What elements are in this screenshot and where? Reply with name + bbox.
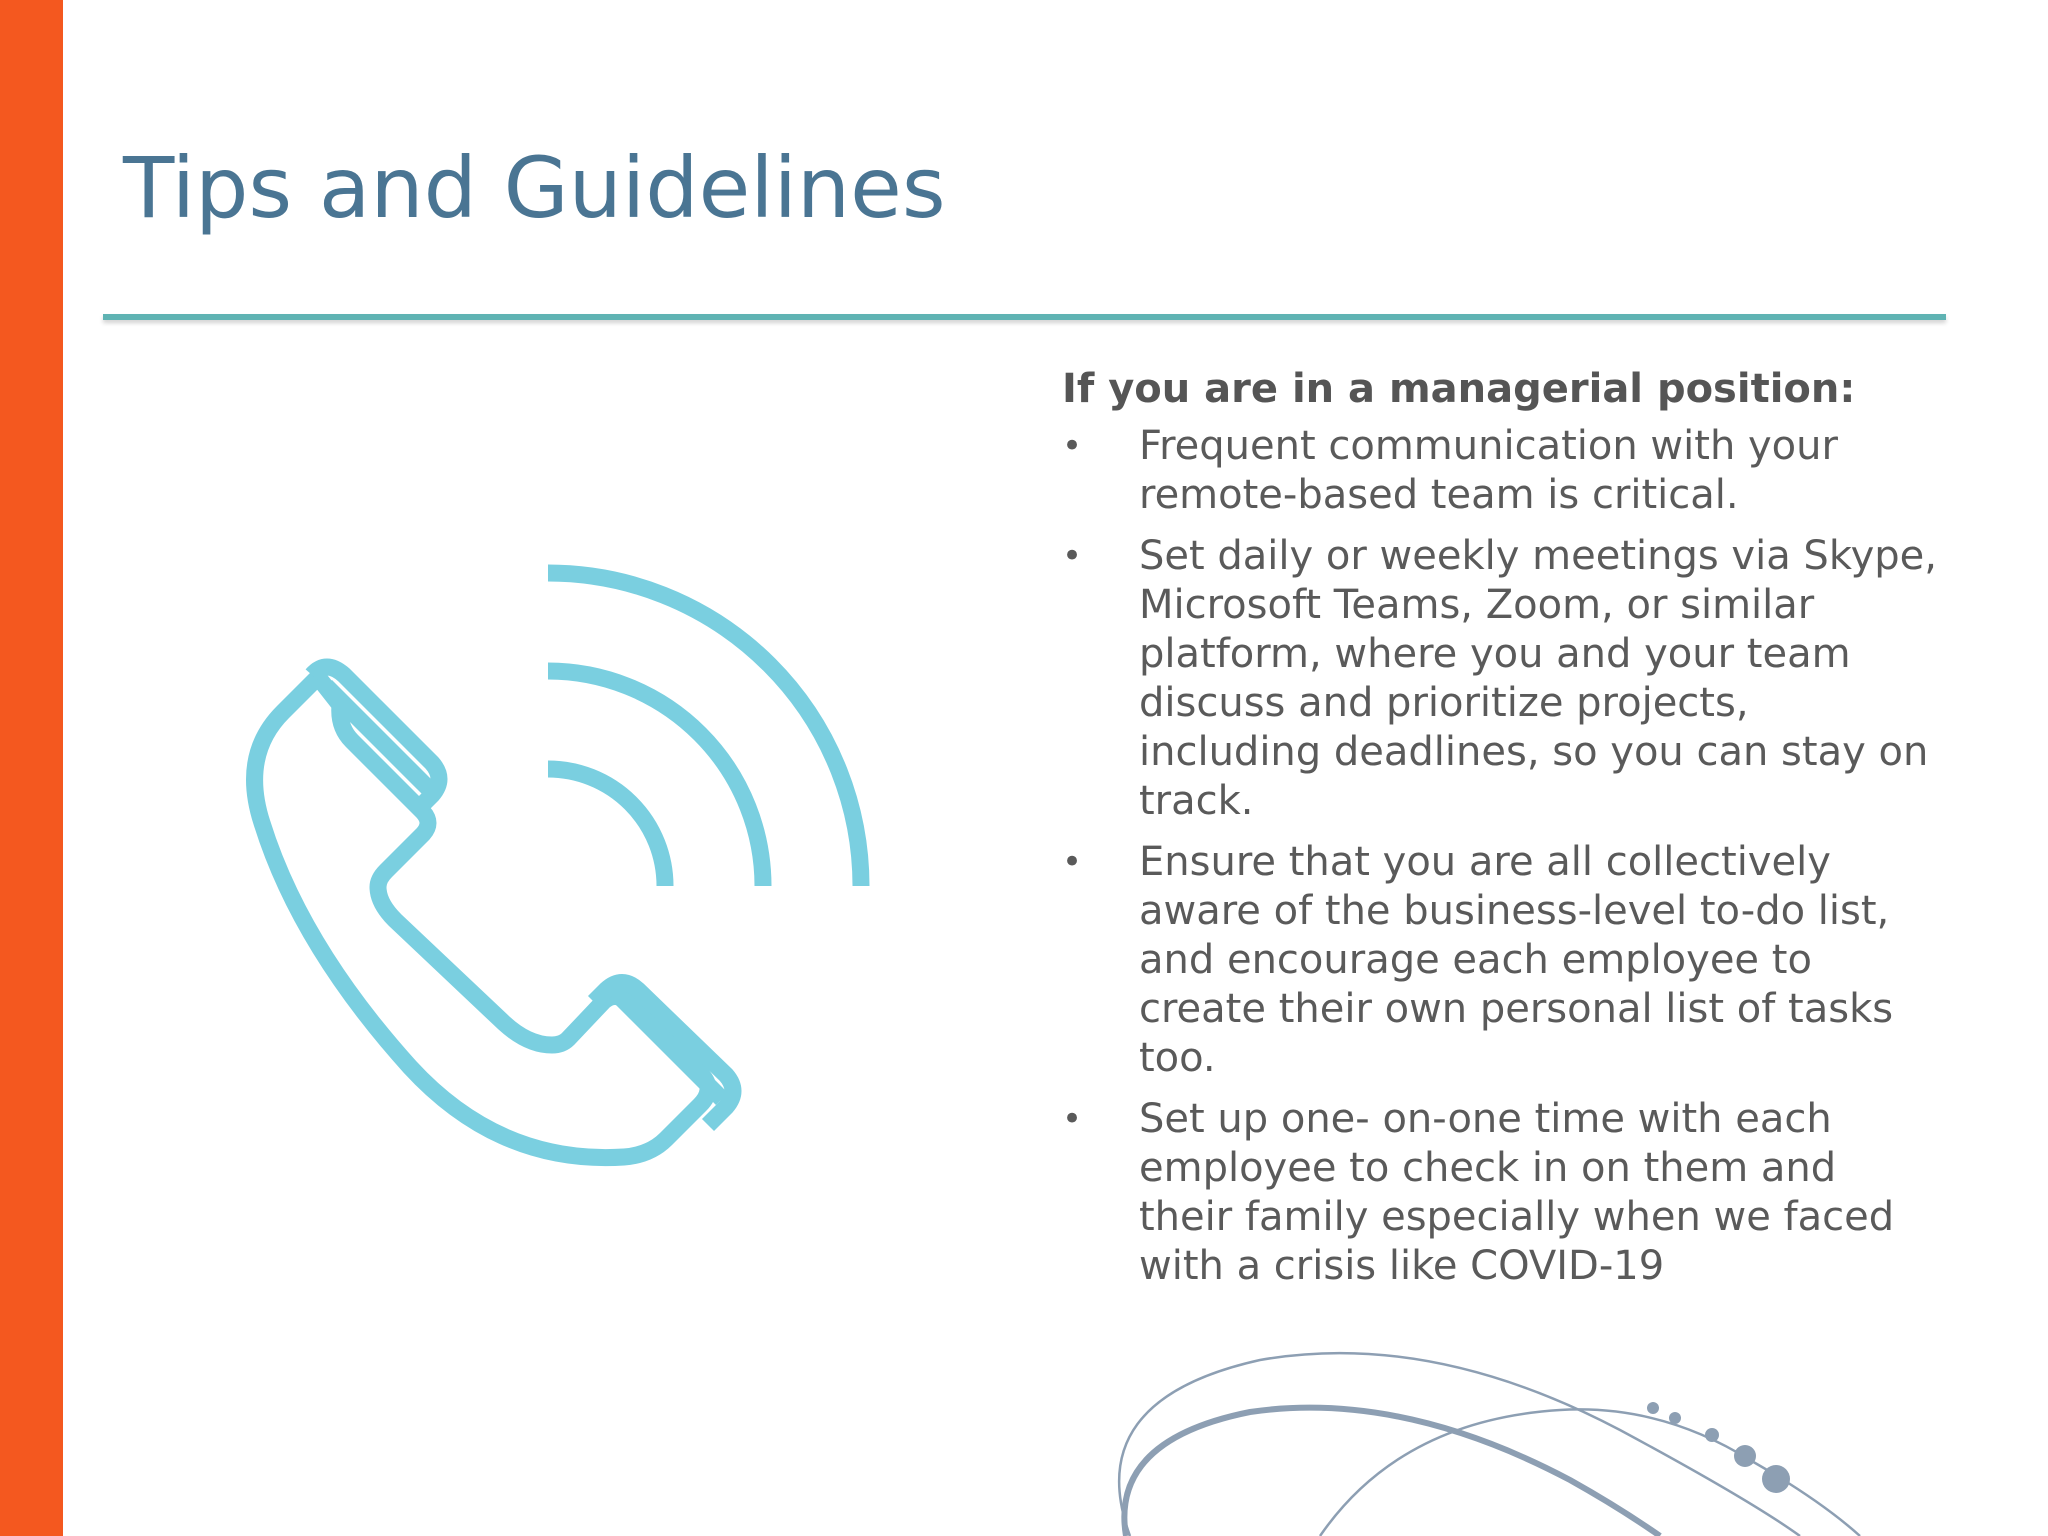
bullet-marker: • [1062,426,1083,466]
bullet-text: Frequent communication with your remote-based team is critical. [1139,423,1838,518]
list-item [1062,532,1942,826]
title-divider [103,314,1946,320]
bullet-text: Set daily or weekly meetings via Skype, Microsoft Teams, Zoom, or similar platform, where you and your team discuss and prioritize projects, including deadlines, so you can stay on track. [1139,533,1937,824]
phone-ringing-icon [240,555,880,1195]
tips-list [1062,422,1942,1291]
list-item [1062,838,1942,1083]
orbit-dots [1647,1402,1790,1493]
list-item [1062,1095,1942,1291]
slide-title: Tips and Guidelines [123,139,946,237]
managerial-tips [1062,364,1942,1303]
bullet-text: Set up one- on-one time with each employee to check in on them and their family especially when we faced with a crisis like COVID-19 [1139,1096,1895,1289]
accent-bar [0,0,63,1536]
handset-icon [255,667,733,1158]
bullet-marker: • [1062,1099,1083,1139]
bullet-marker: • [1062,842,1083,882]
bullet-marker: • [1062,536,1083,576]
tips-heading: If you are in a managerial position: [1062,366,1856,412]
bullet-text: Ensure that you are all collectively aware of the business-level to-do list, and encourage each employee to create their own personal list of tasks too. [1139,839,1894,1081]
signal-arc-small [548,769,665,886]
list-item [1062,422,1942,520]
orbit-swoosh-icon [1100,1340,2000,1536]
